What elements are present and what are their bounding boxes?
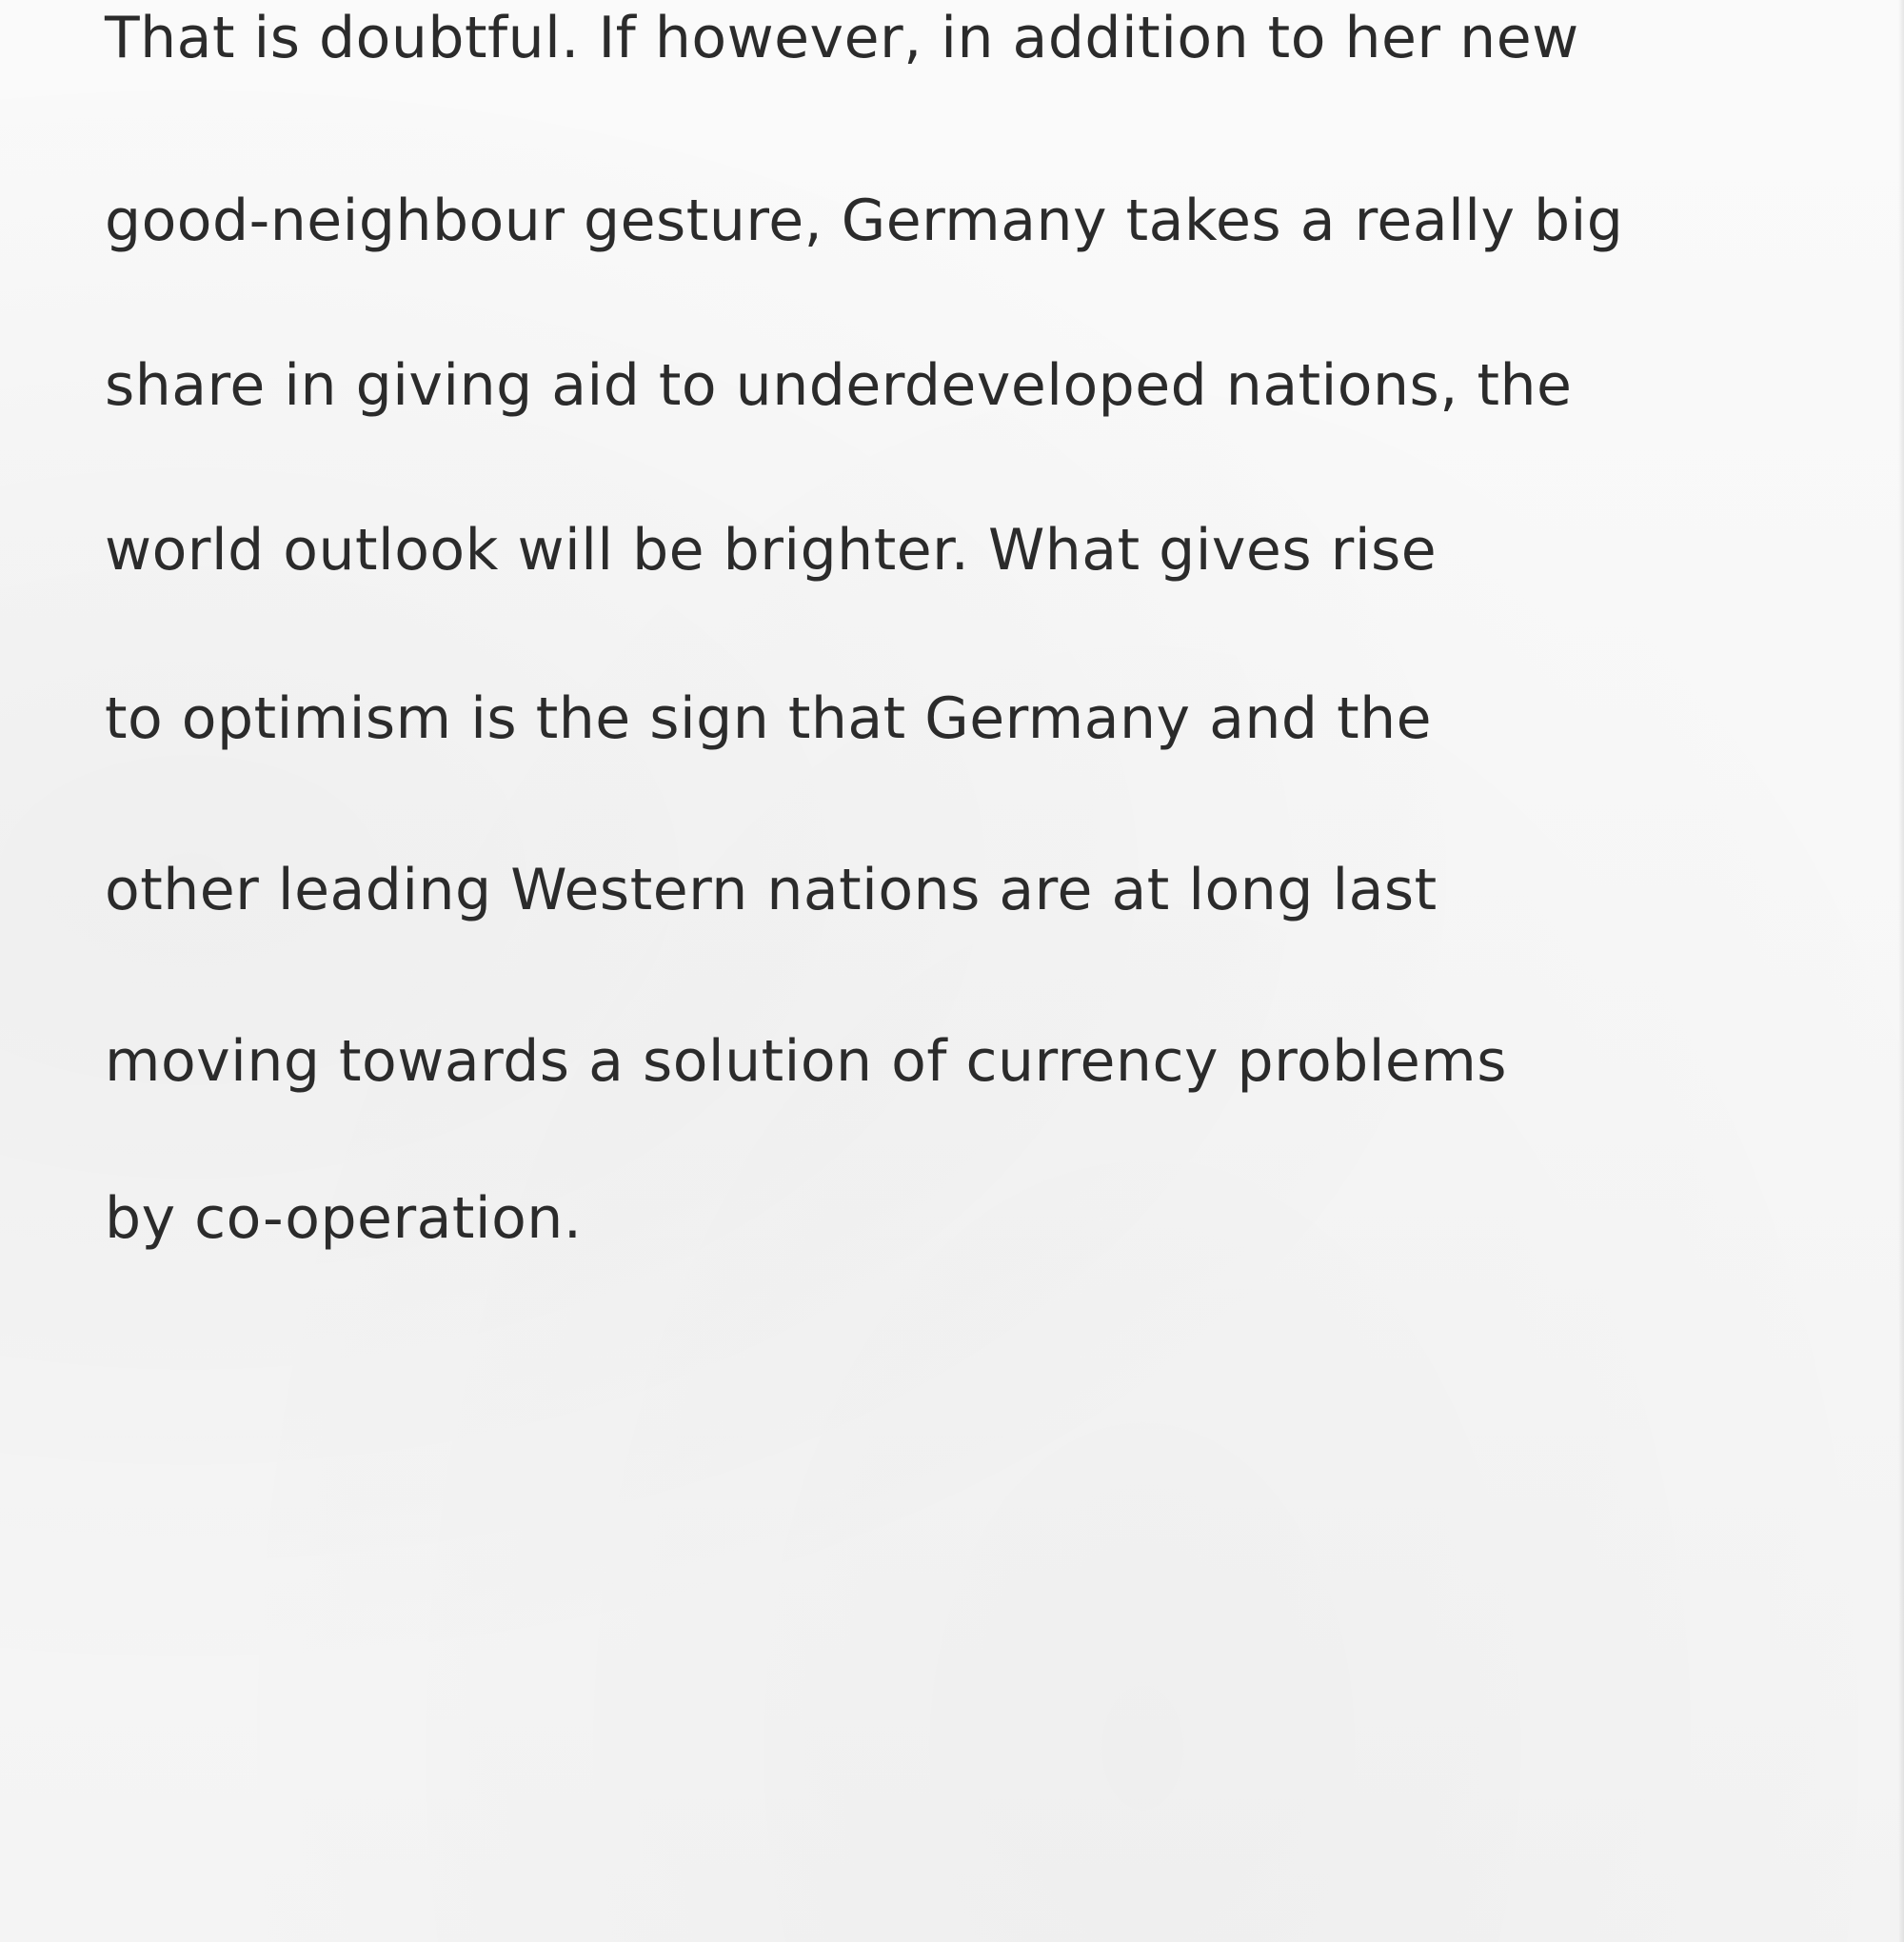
- text-line: moving towards a solution of currency problems: [105, 1028, 1508, 1095]
- text-line: share in giving aid to underdeveloped nations, the: [105, 352, 1573, 419]
- page-edge-shadow: [1898, 0, 1904, 1942]
- text-line: world outlook will be brighter. What gives rise: [105, 517, 1438, 584]
- text-line: other leading Western nations are at long last: [105, 857, 1438, 923]
- text-line: That is doubtful. If however, in addition to her new: [105, 5, 1579, 71]
- text-line: to optimism is the sign that Germany and the: [105, 685, 1433, 752]
- text-line: good-neighbour gesture, Germany takes a really big: [105, 188, 1624, 254]
- text-line: by co-operation.: [105, 1185, 583, 1252]
